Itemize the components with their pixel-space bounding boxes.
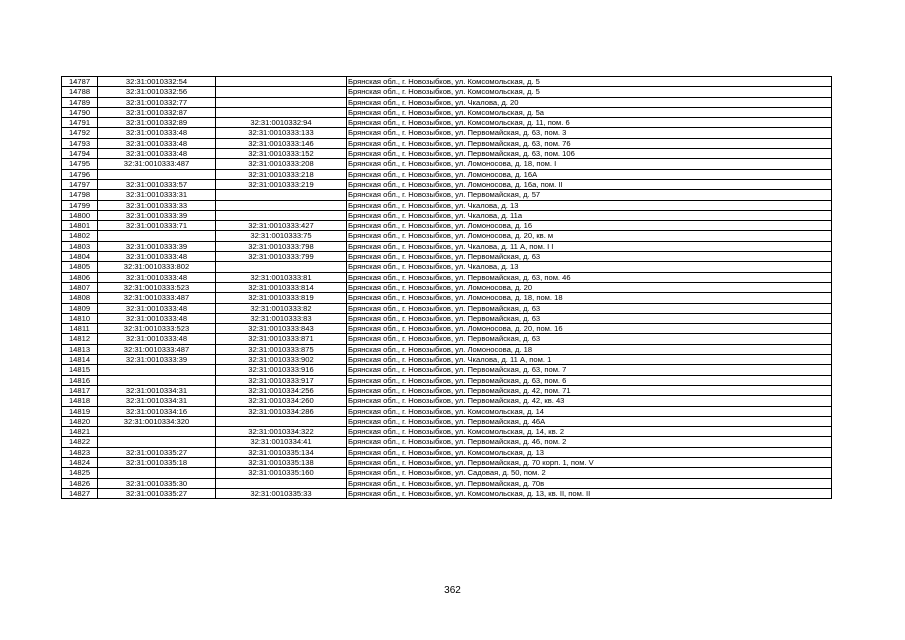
address-cell: Брянская обл., г. Новозыбков, ул. Первомайская, д. 63 [347, 334, 832, 344]
table-row [62, 77, 832, 87]
address-cell: Брянская обл., г. Новозыбков, ул. Первомайская, д. 63, пом. 106 [347, 149, 832, 159]
record-number-cell: 14805 [62, 262, 98, 272]
cadastral-number-cell: 32:31:0010332:89 [98, 118, 216, 128]
cadastral-number-cell: 32:31:0010332:54 [98, 77, 216, 87]
premises-cadastral-number-cell [216, 87, 347, 97]
cadastral-number-cell: 32:31:0010333:39 [98, 210, 216, 220]
cadastral-number-cell: 32:31:0010333:487 [98, 159, 216, 169]
premises-cadastral-number-cell [216, 210, 347, 220]
address-cell: Брянская обл., г. Новозыбков, ул. Чкалова, д. 11 А, пом. I I [347, 241, 832, 251]
premises-cadastral-number-cell: 32:31:0010333:819 [216, 293, 347, 303]
premises-cadastral-number-cell: 32:31:0010333:83 [216, 313, 347, 323]
address-cell: Брянская обл., г. Новозыбков, ул. Комсомольская, д. 5 [347, 87, 832, 97]
table-row [62, 344, 832, 354]
cadastral-number-cell: 32:31:0010333:48 [98, 313, 216, 323]
cadastral-number-cell [98, 468, 216, 478]
table-row [62, 159, 832, 169]
record-number-cell: 14816 [62, 375, 98, 385]
record-number-cell: 14788 [62, 87, 98, 97]
premises-cadastral-number-cell: 32:31:0010335:134 [216, 447, 347, 457]
address-cell: Брянская обл., г. Новозыбков, ул. Чкалова, д. 13 [347, 262, 832, 272]
table-row [62, 262, 832, 272]
address-cell: Брянская обл., г. Новозыбков, ул. Первомайская, д. 63, пом. 7 [347, 365, 832, 375]
cadastral-number-cell: 32:31:0010333:57 [98, 179, 216, 189]
cadastral-number-cell: 32:31:0010334:16 [98, 406, 216, 416]
record-number-cell: 14797 [62, 179, 98, 189]
address-cell: Брянская обл., г. Новозыбков, ул. Чкалова, д. 11 А, пом. 1 [347, 355, 832, 365]
table-row [62, 210, 832, 220]
premises-cadastral-number-cell: 32:31:0010333:875 [216, 344, 347, 354]
address-cell: Брянская обл., г. Новозыбков, ул. Первомайская, д. 70в [347, 478, 832, 488]
premises-cadastral-number-cell [216, 97, 347, 107]
cadastral-number-cell [98, 169, 216, 179]
address-cell: Брянская обл., г. Новозыбков, ул. Комсомольская, д. 13 [347, 447, 832, 457]
record-number-cell: 14824 [62, 457, 98, 467]
premises-cadastral-number-cell: 32:31:0010333:146 [216, 138, 347, 148]
premises-cadastral-number-cell [216, 478, 347, 488]
premises-cadastral-number-cell: 32:31:0010333:799 [216, 252, 347, 262]
record-number-cell: 14807 [62, 282, 98, 292]
premises-cadastral-number-cell: 32:31:0010334:41 [216, 437, 347, 447]
cadastral-number-cell: 32:31:0010334:31 [98, 385, 216, 395]
premises-cadastral-number-cell [216, 77, 347, 87]
table-row [62, 272, 832, 282]
record-number-cell: 14823 [62, 447, 98, 457]
table-row [62, 488, 832, 498]
cadastral-number-cell: 32:31:0010335:27 [98, 488, 216, 498]
address-cell: Брянская обл., г. Новозыбков, ул. Первомайская, д. 46А [347, 416, 832, 426]
address-cell: Брянская обл., г. Новозыбков, ул. Комсомольская, д. 11, пом. 6 [347, 118, 832, 128]
table-row [62, 324, 832, 334]
premises-cadastral-number-cell: 32:31:0010334:256 [216, 385, 347, 395]
record-number-cell: 14814 [62, 355, 98, 365]
record-number-cell: 14793 [62, 138, 98, 148]
record-number-cell: 14826 [62, 478, 98, 488]
table-row [62, 241, 832, 251]
table-row [62, 468, 832, 478]
table-row [62, 427, 832, 437]
premises-cadastral-number-cell: 32:31:0010335:138 [216, 457, 347, 467]
cadastral-number-cell: 32:31:0010335:30 [98, 478, 216, 488]
cadastral-number-cell: 32:31:0010332:87 [98, 107, 216, 117]
premises-cadastral-number-cell: 32:31:0010333:902 [216, 355, 347, 365]
premises-cadastral-number-cell: 32:31:0010335:33 [216, 488, 347, 498]
record-number-cell: 14808 [62, 293, 98, 303]
table-row [62, 334, 832, 344]
table-row [62, 97, 832, 107]
table-row [62, 313, 832, 323]
premises-cadastral-number-cell: 32:31:0010333:133 [216, 128, 347, 138]
cadastral-number-cell: 32:31:0010333:523 [98, 282, 216, 292]
address-cell: Брянская обл., г. Новозыбков, ул. Ломоносова, д. 18 [347, 344, 832, 354]
record-number-cell: 14817 [62, 385, 98, 395]
address-cell: Брянская обл., г. Новозыбков, ул. Первомайская, д. 57 [347, 190, 832, 200]
record-number-cell: 14815 [62, 365, 98, 375]
premises-cadastral-number-cell: 32:31:0010333:871 [216, 334, 347, 344]
record-number-cell: 14800 [62, 210, 98, 220]
address-cell: Брянская обл., г. Новозыбков, ул. Чкалова, д. 20 [347, 97, 832, 107]
cadastral-number-cell: 32:31:0010335:27 [98, 447, 216, 457]
table-row [62, 138, 832, 148]
record-number-cell: 14811 [62, 324, 98, 334]
premises-cadastral-number-cell [216, 190, 347, 200]
premises-cadastral-number-cell: 32:31:0010333:916 [216, 365, 347, 375]
address-cell: Брянская обл., г. Новозыбков, ул. Чкалова, д. 13 [347, 200, 832, 210]
table-row [62, 252, 832, 262]
table-row [62, 282, 832, 292]
premises-cadastral-number-cell: 32:31:0010333:152 [216, 149, 347, 159]
record-number-cell: 14787 [62, 77, 98, 87]
record-number-cell: 14821 [62, 427, 98, 437]
table-row [62, 478, 832, 488]
record-number-cell: 14790 [62, 107, 98, 117]
cadastral-number-cell [98, 437, 216, 447]
table-row [62, 221, 832, 231]
address-cell: Брянская обл., г. Новозыбков, ул. Ломоносова, д. 20 [347, 282, 832, 292]
premises-cadastral-number-cell: 32:31:0010334:286 [216, 406, 347, 416]
address-cell: Брянская обл., г. Новозыбков, ул. Первомайская, д. 63, пом. 3 [347, 128, 832, 138]
cadastral-number-cell: 32:31:0010332:56 [98, 87, 216, 97]
table-row [62, 200, 832, 210]
cadastral-number-cell: 32:31:0010333:48 [98, 272, 216, 282]
record-number-cell: 14827 [62, 488, 98, 498]
record-number-cell: 14804 [62, 252, 98, 262]
cadastral-number-cell: 32:31:0010333:31 [98, 190, 216, 200]
address-cell: Брянская обл., г. Новозыбков, ул. Первомайская, д. 63, пом. 6 [347, 375, 832, 385]
record-number-cell: 14820 [62, 416, 98, 426]
address-cell: Брянская обл., г. Новозыбков, ул. Ломоносова, д. 18, пом. I [347, 159, 832, 169]
table-row [62, 149, 832, 159]
cadastral-number-cell: 32:31:0010333:523 [98, 324, 216, 334]
cadastral-number-cell: 32:31:0010333:487 [98, 344, 216, 354]
record-number-cell: 14794 [62, 149, 98, 159]
table-row [62, 396, 832, 406]
address-cell: Брянская обл., г. Новозыбков, ул. Ломоносова, д. 20, пом. 16 [347, 324, 832, 334]
address-cell: Брянская обл., г. Новозыбков, ул. Комсомольская, д. 14, кв. 2 [347, 427, 832, 437]
table-row [62, 365, 832, 375]
table-row [62, 416, 832, 426]
premises-cadastral-number-cell: 32:31:0010334:322 [216, 427, 347, 437]
registry-table-body [62, 77, 832, 499]
table-row [62, 190, 832, 200]
cadastral-number-cell: 32:31:0010333:39 [98, 241, 216, 251]
cadastral-number-cell [98, 427, 216, 437]
premises-cadastral-number-cell: 32:31:0010333:917 [216, 375, 347, 385]
table-row [62, 375, 832, 385]
table-row [62, 179, 832, 189]
premises-cadastral-number-cell: 32:31:0010333:814 [216, 282, 347, 292]
premises-cadastral-number-cell: 32:31:0010333:219 [216, 179, 347, 189]
address-cell: Брянская обл., г. Новозыбков, ул. Садовая, д. 50, пом. 2 [347, 468, 832, 478]
premises-cadastral-number-cell [216, 107, 347, 117]
address-cell: Брянская обл., г. Новозыбков, ул. Первомайская, д. 42, кв. 43 [347, 396, 832, 406]
cadastral-number-cell [98, 365, 216, 375]
record-number-cell: 14796 [62, 169, 98, 179]
table-row [62, 87, 832, 97]
record-number-cell: 14810 [62, 313, 98, 323]
premises-cadastral-number-cell: 32:31:0010333:208 [216, 159, 347, 169]
premises-cadastral-number-cell: 32:31:0010334:260 [216, 396, 347, 406]
cadastral-number-cell: 32:31:0010333:48 [98, 138, 216, 148]
premises-cadastral-number-cell: 32:31:0010335:160 [216, 468, 347, 478]
record-number-cell: 14813 [62, 344, 98, 354]
cadastral-number-cell: 32:31:0010332:77 [98, 97, 216, 107]
record-number-cell: 14806 [62, 272, 98, 282]
premises-cadastral-number-cell [216, 262, 347, 272]
address-cell: Брянская обл., г. Новозыбков, ул. Первомайская, д. 63, пом. 76 [347, 138, 832, 148]
address-cell: Брянская обл., г. Новозыбков, ул. Первомайская, д. 63 [347, 313, 832, 323]
address-cell: Брянская обл., г. Новозыбков, ул. Ломоносова, д. 20, кв. м [347, 231, 832, 241]
cadastral-number-cell: 32:31:0010333:48 [98, 334, 216, 344]
cadastral-number-cell: 32:31:0010333:39 [98, 355, 216, 365]
record-number-cell: 14795 [62, 159, 98, 169]
table-row [62, 107, 832, 117]
record-number-cell: 14791 [62, 118, 98, 128]
page-number: 362 [444, 585, 461, 596]
cadastral-number-cell: 32:31:0010333:487 [98, 293, 216, 303]
record-number-cell: 14819 [62, 406, 98, 416]
address-cell: Брянская обл., г. Новозыбков, ул. Первомайская, д. 46, пом. 2 [347, 437, 832, 447]
record-number-cell: 14812 [62, 334, 98, 344]
address-cell: Брянская обл., г. Новозыбков, ул. Первомайская, д. 63 [347, 303, 832, 313]
record-number-cell: 14822 [62, 437, 98, 447]
address-cell: Брянская обл., г. Новозыбков, ул. Комсомольская, д. 5а [347, 107, 832, 117]
record-number-cell: 14792 [62, 128, 98, 138]
premises-cadastral-number-cell: 32:31:0010333:81 [216, 272, 347, 282]
table-row [62, 355, 832, 365]
address-cell: Брянская обл., г. Новозыбков, ул. Комсомольская, д. 14 [347, 406, 832, 416]
record-number-cell: 14818 [62, 396, 98, 406]
table-row [62, 303, 832, 313]
registry-table [61, 76, 832, 499]
record-number-cell: 14825 [62, 468, 98, 478]
address-cell: Брянская обл., г. Новозыбков, ул. Первомайская, д. 70 корп. 1, пом. V [347, 457, 832, 467]
table-row [62, 447, 832, 457]
address-cell: Брянская обл., г. Новозыбков, ул. Первомайская, д. 63 [347, 252, 832, 262]
premises-cadastral-number-cell: 32:31:0010333:82 [216, 303, 347, 313]
cadastral-number-cell: 32:31:0010333:48 [98, 128, 216, 138]
cadastral-number-cell: 32:31:0010334:31 [98, 396, 216, 406]
premises-cadastral-number-cell: 32:31:0010333:843 [216, 324, 347, 334]
record-number-cell: 14809 [62, 303, 98, 313]
record-number-cell: 14803 [62, 241, 98, 251]
address-cell: Брянская обл., г. Новозыбков, ул. Первомайская, д. 42, пом. 71 [347, 385, 832, 395]
record-number-cell: 14798 [62, 190, 98, 200]
cadastral-number-cell: 32:31:0010333:33 [98, 200, 216, 210]
table-row [62, 437, 832, 447]
cadastral-number-cell [98, 375, 216, 385]
cadastral-number-cell: 32:31:0010333:48 [98, 303, 216, 313]
address-cell: Брянская обл., г. Новозыбков, ул. Ломоносова, д. 18, пом. 18 [347, 293, 832, 303]
address-cell: Брянская обл., г. Новозыбков, ул. Чкалова, д. 11а [347, 210, 832, 220]
table-row [62, 118, 832, 128]
cadastral-number-cell: 32:31:0010333:48 [98, 252, 216, 262]
cadastral-number-cell: 32:31:0010333:71 [98, 221, 216, 231]
cadastral-number-cell [98, 231, 216, 241]
address-cell: Брянская обл., г. Новозыбков, ул. Ломоносова, д. 16а, пом. II [347, 179, 832, 189]
premises-cadastral-number-cell: 32:31:0010333:218 [216, 169, 347, 179]
premises-cadastral-number-cell: 32:31:0010332:94 [216, 118, 347, 128]
premises-cadastral-number-cell: 32:31:0010333:75 [216, 231, 347, 241]
table-row [62, 457, 832, 467]
record-number-cell: 14802 [62, 231, 98, 241]
address-cell: Брянская обл., г. Новозыбков, ул. Комсомольская, д. 13, кв. II, пом. II [347, 488, 832, 498]
record-number-cell: 14801 [62, 221, 98, 231]
table-row [62, 169, 832, 179]
address-cell: Брянская обл., г. Новозыбков, ул. Ломоносова, д. 16 [347, 221, 832, 231]
cadastral-number-cell: 32:31:0010335:18 [98, 457, 216, 467]
table-row [62, 128, 832, 138]
cadastral-number-cell: 32:31:0010333:48 [98, 149, 216, 159]
record-number-cell: 14789 [62, 97, 98, 107]
table-row [62, 231, 832, 241]
premises-cadastral-number-cell [216, 416, 347, 426]
cadastral-number-cell: 32:31:0010334:320 [98, 416, 216, 426]
address-cell: Брянская обл., г. Новозыбков, ул. Первомайская, д. 63, пом. 46 [347, 272, 832, 282]
cadastral-number-cell: 32:31:0010333:802 [98, 262, 216, 272]
record-number-cell: 14799 [62, 200, 98, 210]
premises-cadastral-number-cell [216, 200, 347, 210]
table-row [62, 406, 832, 416]
premises-cadastral-number-cell: 32:31:0010333:798 [216, 241, 347, 251]
table-row [62, 385, 832, 395]
address-cell: Брянская обл., г. Новозыбков, ул. Ломоносова, д. 16А [347, 169, 832, 179]
premises-cadastral-number-cell: 32:31:0010333:427 [216, 221, 347, 231]
address-cell: Брянская обл., г. Новозыбков, ул. Комсомольская, д. 5 [347, 77, 832, 87]
table-row [62, 293, 832, 303]
